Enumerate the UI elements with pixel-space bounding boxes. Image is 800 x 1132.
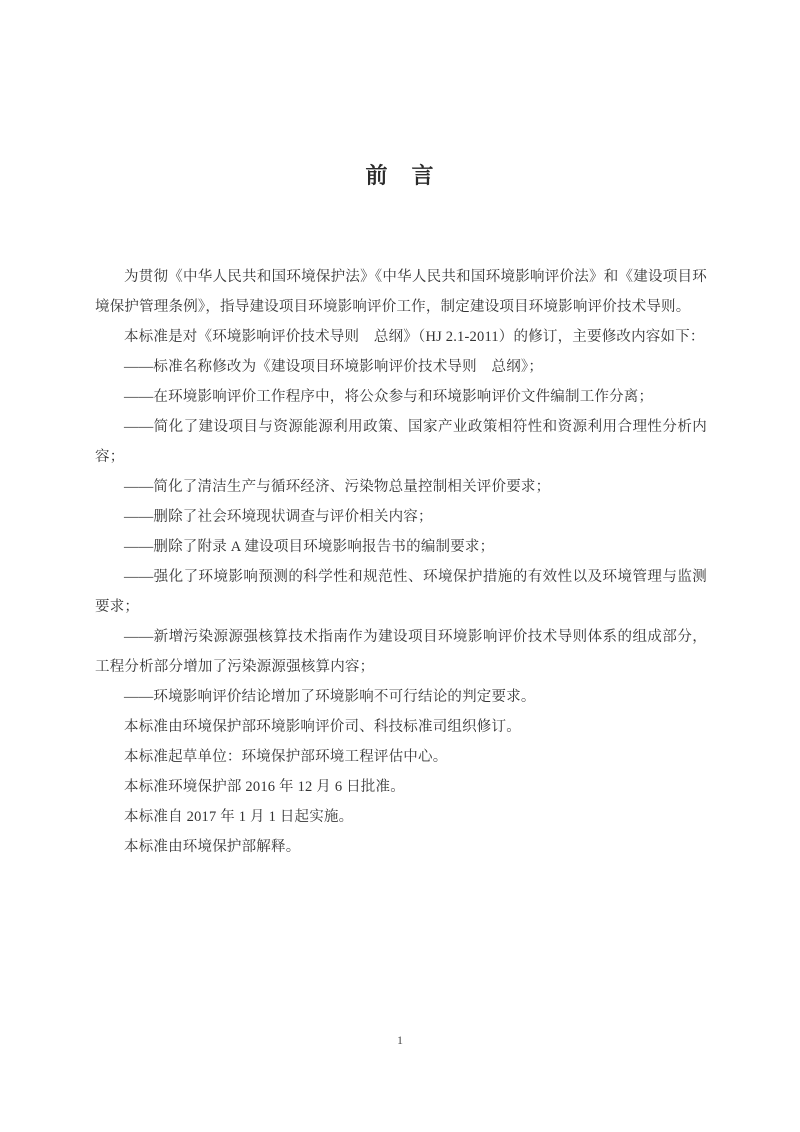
paragraph-change-item: ——删除了附录 A 建设项目环境影响报告书的编制要求； <box>124 539 495 555</box>
paragraph-intro: 为贯彻《中华人民共和国环境保护法》《中华人民共和国环境影响评价法》和《建设项目环境保护管理条例》，指导建设项目环境影响评价工作，制定建设项目环境影响评价技术导则。 <box>95 269 707 315</box>
paragraph-change-item: ——简化了建设项目与资源能源利用政策、国家产业政策相符性和资源利用合理性分析内容； <box>95 419 707 465</box>
foreword-title: 前 言 <box>365 163 435 188</box>
document-body <box>95 262 707 862</box>
paragraph-change-item: ——删除了社会环境现状调查与评价相关内容； <box>124 509 433 525</box>
paragraph-organizer: 本标准由环境保护部环境影响评价司、科技标准司组织修订。 <box>124 719 521 735</box>
paragraph-change-item: ——简化了清洁生产与循环经济、污染物总量控制相关评价要求； <box>124 479 551 495</box>
paragraph-revision-basis: 本标准是对《环境影响评价技术导则 总纲》（HJ 2.1-2011）的修订，主要修改内容如下： <box>124 329 705 345</box>
paragraph-change-item: ——标准名称修改为《建设项目环境影响评价技术导则 总纲》； <box>124 359 544 375</box>
paragraph-drafting-unit: 本标准起草单位：环境保护部环境工程评估中心。 <box>124 749 448 765</box>
paragraph-change-item: ——新增污染源源强核算技术指南作为建设项目环境影响评价技术导则体系的组成部分，工程分析部分增加了污染源源强核算内容； <box>95 629 707 675</box>
paragraph-effective-date: 本标准自 2017 年 1 月 1 日起实施。 <box>124 809 354 825</box>
paragraph-change-item: ——环境影响评价结论增加了环境影响不可行结论的判定要求。 <box>124 689 536 705</box>
paragraph-change-item: ——在环境影响评价工作程序中，将公众参与和环境影响评价文件编制工作分离； <box>124 389 654 405</box>
paragraph-change-item: ——强化了环境影响预测的科学性和规范性、环境保护措施的有效性以及环境管理与监测要求； <box>95 569 707 615</box>
paragraph-approval-date: 本标准环境保护部 2016 年 12 月 6 日批准。 <box>124 779 405 795</box>
page-number: 1 <box>397 1033 403 1047</box>
paragraph-interpretation: 本标准由环境保护部解释。 <box>124 839 301 855</box>
